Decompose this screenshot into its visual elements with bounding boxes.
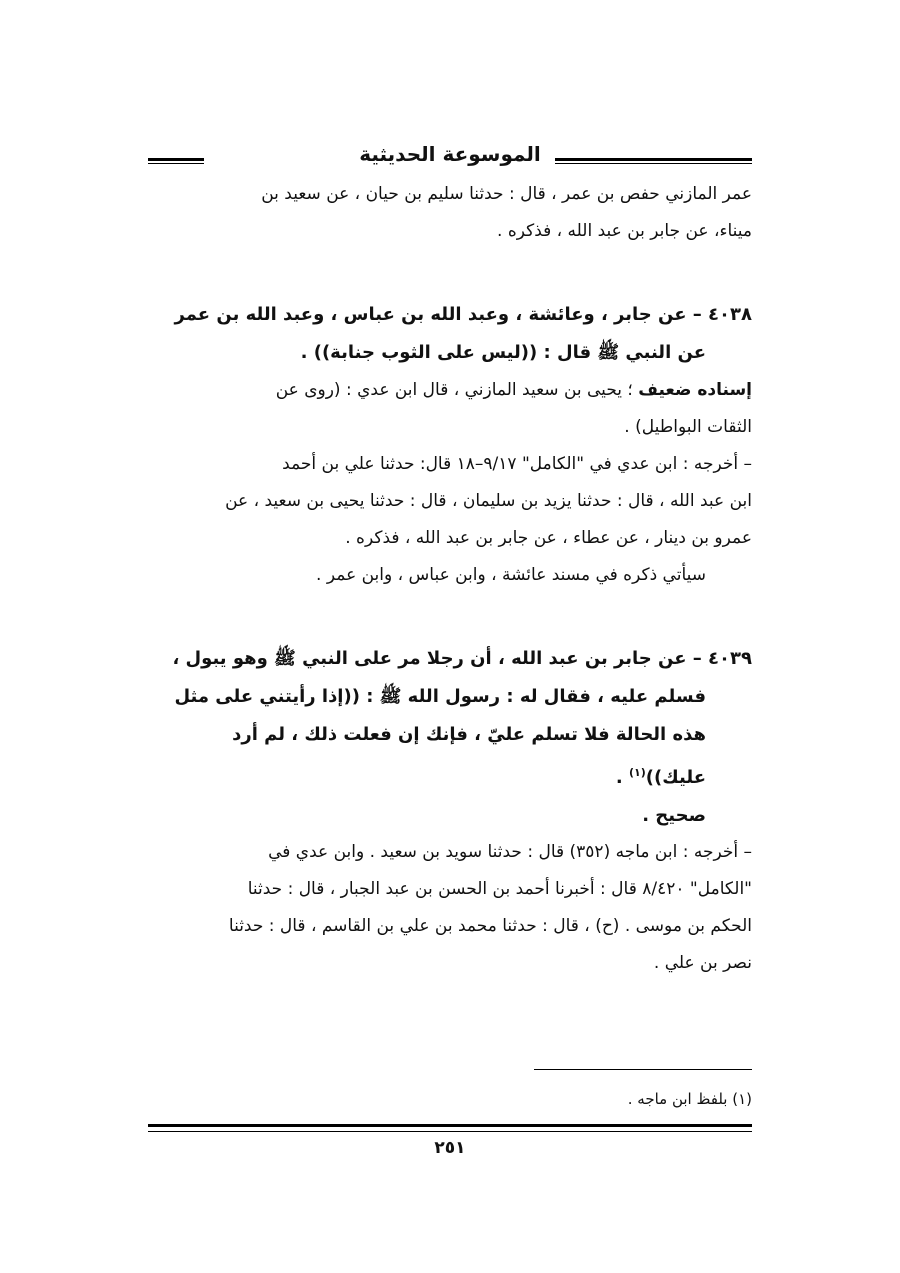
spacer xyxy=(148,594,752,640)
hadith-4039-line: هذه الحالة فلا تسلم عليّ ، فإنك إن فعلت ذلك ، لم أرد xyxy=(232,724,706,745)
hadith-4039-line: فسلم عليه ، فقال له : رسول الله ﷺ : ((إذا رأيتني على مثل xyxy=(174,686,706,707)
body-text xyxy=(148,176,752,982)
footnote-separator xyxy=(534,1069,752,1070)
text-line: نصر بن علي . xyxy=(653,953,752,973)
hadith-4039-line: عليك))$^{(١)}$ . xyxy=(615,766,706,788)
takhrij-line: – أخرجه : ابن ماجه (٣٥٢) قال : حدثنا سويد بن سعيد . وابن عدي في xyxy=(268,842,752,862)
grading-line: صحيح . xyxy=(642,805,706,826)
page-number: ٢٥١ xyxy=(434,1138,466,1158)
document-page xyxy=(148,0,752,1273)
footnote: (١) بلفظ ابن ماجه . xyxy=(627,1090,752,1108)
takhrij-line: – أخرجه : ابن عدي في "الكامل" ٩/١٧–١٨ قال: حدثنا علي بن أحمد xyxy=(282,454,752,474)
bottom-rule-thin xyxy=(148,1131,752,1132)
text-line: "الكامل" ٨/٤٢٠ قال : أخبرنا أحمد بن الحسن بن عبد الجبار ، قال : حدثنا xyxy=(247,879,752,899)
hadith-4039-line: ٤٠٣٩ – عن جابر بن عبد الله ، أن رجلا مر على النبي ﷺ وهو يبول ، xyxy=(172,648,752,669)
text-line: سيأتي ذكره في مسند عائشة ، وابن عباس ، وابن عمر . xyxy=(316,565,706,585)
hadith-4038-line: عن النبي ﷺ قال : ((ليس على الثوب جنابة)) . xyxy=(300,342,706,363)
spacer xyxy=(148,250,752,296)
footnote-ref: (١) xyxy=(629,766,646,779)
grading-line xyxy=(148,372,752,409)
text-line: الثقات البواطيل) . xyxy=(624,417,752,437)
bottom-rule xyxy=(148,1124,752,1127)
grading-label: إسناده ضعيف xyxy=(638,380,752,400)
text-line: ميناء، عن جابر بن عبد الله ، فذكره . xyxy=(497,221,752,241)
text-line: ابن عبد الله ، قال : حدثنا يزيد بن سليمان ، قال : حدثنا يحيى بن سعيد ، عن xyxy=(225,491,752,511)
hadith-4038-line: ٤٠٣٨ – عن جابر ، وعائشة ، وعبد الله بن عباس ، وعبد الله بن عمر xyxy=(174,304,752,325)
text-line: عمرو بن دينار ، عن عطاء ، عن جابر بن عبد الله ، فذكره . xyxy=(345,528,752,548)
running-header xyxy=(148,142,752,172)
header-title: الموسوعة الحديثية xyxy=(148,142,752,166)
grading-detail: ؛ يحيى بن سعيد المازني ، قال ابن عدي : (روى عن xyxy=(275,380,633,400)
text-line: الحكم بن موسى . (ح) ، قال : حدثنا محمد بن علي بن القاسم ، قال : حدثنا xyxy=(228,916,752,936)
text-line: عمر المازني حفص بن عمر ، قال : حدثنا سليم بن حيان ، عن سعيد بن xyxy=(261,184,752,204)
